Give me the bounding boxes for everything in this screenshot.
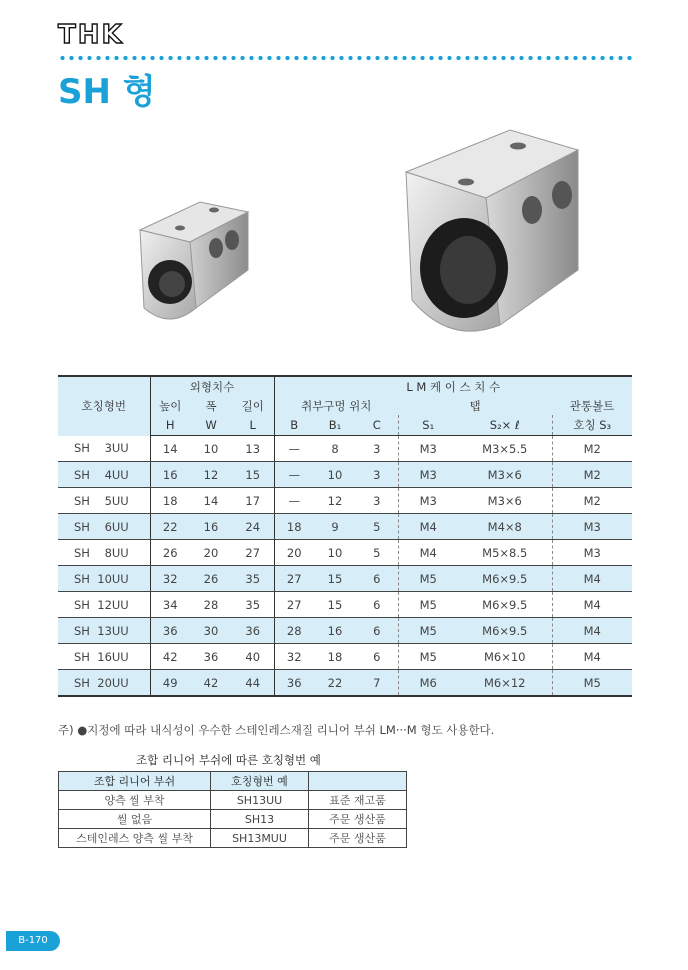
spec-cell-l: 13: [232, 436, 274, 462]
spec-cell-l: 36: [232, 618, 274, 644]
spec-cell-h: 16: [150, 462, 190, 488]
spec-cell-s3: M4: [552, 566, 632, 592]
spec-cell-c: 3: [356, 462, 398, 488]
spec-cell-b1: 15: [314, 566, 356, 592]
example-cell: SH13: [211, 810, 309, 829]
spec-cell-b1: 18: [314, 644, 356, 670]
table-row: [58, 566, 632, 592]
header-B1: B₁: [314, 415, 356, 436]
spec-cell-s3: M2: [552, 436, 632, 462]
spec-cell-s1: M4: [398, 514, 458, 540]
header-L: L: [232, 415, 274, 436]
spec-cell-b: 28: [274, 618, 314, 644]
table-row: [59, 791, 407, 810]
footnote: 주) ●지정에 따라 내식성이 우수한 스테인레스재질 리니어 부쉬 LM···M 형도 사용한다.: [58, 723, 495, 737]
spec-cell-h: 42: [150, 644, 190, 670]
spec-cell-l: 24: [232, 514, 274, 540]
thk-logo: THK: [58, 20, 124, 50]
header-S3: 호칭 S₃: [552, 415, 632, 436]
table-row: [58, 488, 632, 514]
spec-cell-model: SH 16UU: [58, 644, 150, 670]
table-row: [59, 829, 407, 848]
spec-cell-b: 36: [274, 670, 314, 697]
table-row: [58, 436, 632, 462]
header-C: C: [356, 415, 398, 436]
table-row: [58, 514, 632, 540]
spec-cell-c: 6: [356, 618, 398, 644]
spec-cell-model: SH 12UU: [58, 592, 150, 618]
spec-cell-s2l: M5×8.5: [458, 540, 552, 566]
header-H: H: [150, 415, 190, 436]
spec-cell-s2l: M6×12: [458, 670, 552, 697]
table-row: [58, 644, 632, 670]
spec-cell-h: 22: [150, 514, 190, 540]
spec-cell-b: —: [274, 462, 314, 488]
spec-cell-l: 17: [232, 488, 274, 514]
spec-table: [58, 375, 632, 697]
header-height: 높이: [150, 397, 190, 415]
example-cell: 스테인레스 양측 씰 부착: [59, 829, 211, 848]
spec-cell-b: 27: [274, 566, 314, 592]
spec-cell-s2l: M3×6: [458, 488, 552, 514]
spec-cell-s2l: M6×9.5: [458, 592, 552, 618]
spec-cell-s2l: M3×6: [458, 462, 552, 488]
spec-cell-model: SH 5UU: [58, 488, 150, 514]
spec-cell-c: 5: [356, 514, 398, 540]
spec-cell-b1: 10: [314, 462, 356, 488]
example-header-type: [309, 772, 407, 791]
header-lm-case-dims: L M 케 이 스 치 수: [274, 376, 632, 397]
table-row: [59, 810, 407, 829]
spec-cell-c: 3: [356, 488, 398, 514]
spec-cell-w: 28: [190, 592, 232, 618]
spec-cell-model: SH 10UU: [58, 566, 150, 592]
spec-cell-s1: M3: [398, 436, 458, 462]
example-cell: 표준 재고품: [309, 791, 407, 810]
example-cell: 주문 생산품: [309, 829, 407, 848]
spec-cell-w: 14: [190, 488, 232, 514]
spec-cell-s2l: M6×9.5: [458, 566, 552, 592]
example-cell: SH13UU: [211, 791, 309, 810]
spec-cell-w: 26: [190, 566, 232, 592]
spec-cell-s1: M5: [398, 566, 458, 592]
header-through-bolt: 관통볼트: [552, 397, 632, 415]
spec-cell-b: —: [274, 436, 314, 462]
spec-cell-model: SH 20UU: [58, 670, 150, 697]
spec-cell-h: 18: [150, 488, 190, 514]
spec-cell-b1: 9: [314, 514, 356, 540]
spec-cell-c: 6: [356, 566, 398, 592]
spec-cell-w: 12: [190, 462, 232, 488]
spec-cell-s2l: M4×8: [458, 514, 552, 540]
spec-cell-s3: M2: [552, 462, 632, 488]
table-row: [58, 670, 632, 697]
spec-cell-model: SH 8UU: [58, 540, 150, 566]
spec-cell-s1: M3: [398, 462, 458, 488]
spec-cell-s3: M4: [552, 644, 632, 670]
spec-cell-b: —: [274, 488, 314, 514]
spec-cell-h: 49: [150, 670, 190, 697]
spec-cell-w: 16: [190, 514, 232, 540]
header-W: W: [190, 415, 232, 436]
spec-cell-b1: 10: [314, 540, 356, 566]
spec-cell-s3: M3: [552, 514, 632, 540]
spec-cell-s2l: M6×9.5: [458, 618, 552, 644]
spec-cell-b: 32: [274, 644, 314, 670]
spec-cell-c: 5: [356, 540, 398, 566]
spec-cell-s1: M5: [398, 592, 458, 618]
header-B: B: [274, 415, 314, 436]
header-width: 폭: [190, 397, 232, 415]
spec-cell-c: 6: [356, 644, 398, 670]
spec-cell-b1: 15: [314, 592, 356, 618]
spec-cell-s1: M4: [398, 540, 458, 566]
spec-cell-w: 10: [190, 436, 232, 462]
product-photo-large: [400, 120, 590, 335]
table-row: [58, 618, 632, 644]
spec-cell-s1: M5: [398, 644, 458, 670]
spec-cell-w: 36: [190, 644, 232, 670]
spec-cell-h: 14: [150, 436, 190, 462]
spec-cell-l: 35: [232, 592, 274, 618]
spec-cell-s2l: M6×10: [458, 644, 552, 670]
spec-cell-s3: M3: [552, 540, 632, 566]
header-S1: S₁: [398, 415, 458, 436]
example-table-title: 조합 리니어 부쉬에 따른 호칭형번 예: [136, 753, 321, 767]
table-row: [58, 462, 632, 488]
spec-cell-model: SH 6UU: [58, 514, 150, 540]
spec-cell-h: 32: [150, 566, 190, 592]
spec-cell-c: 6: [356, 592, 398, 618]
spec-cell-s3: M5: [552, 670, 632, 697]
spec-cell-w: 30: [190, 618, 232, 644]
spec-cell-s3: M2: [552, 488, 632, 514]
spec-cell-l: 27: [232, 540, 274, 566]
spec-cell-b: 20: [274, 540, 314, 566]
example-table: [58, 771, 407, 848]
dotted-divider: [58, 55, 633, 61]
header-model: 호칭형번: [58, 376, 150, 436]
example-cell: 양측 씰 부착: [59, 791, 211, 810]
spec-cell-s1: M5: [398, 618, 458, 644]
spec-cell-model: SH 4UU: [58, 462, 150, 488]
spec-cell-h: 26: [150, 540, 190, 566]
spec-cell-s1: M6: [398, 670, 458, 697]
spec-cell-l: 40: [232, 644, 274, 670]
spec-cell-s1: M3: [398, 488, 458, 514]
spec-cell-l: 35: [232, 566, 274, 592]
header-tap: 탭: [398, 397, 552, 415]
spec-cell-s2l: M3×5.5: [458, 436, 552, 462]
spec-cell-s3: M4: [552, 592, 632, 618]
spec-cell-s3: M4: [552, 618, 632, 644]
header-outer-dims: 외형치수: [150, 376, 274, 397]
spec-cell-w: 20: [190, 540, 232, 566]
spec-cell-b: 18: [274, 514, 314, 540]
product-photo-small: [130, 190, 270, 330]
spec-cell-b1: 12: [314, 488, 356, 514]
header-length: 길이: [232, 397, 274, 415]
example-cell: 씰 없음: [59, 810, 211, 829]
header-mount-hole-pos: 취부구멍 위치: [274, 397, 398, 415]
spec-cell-l: 44: [232, 670, 274, 697]
spec-cell-c: 7: [356, 670, 398, 697]
spec-cell-l: 15: [232, 462, 274, 488]
header-S2l: S₂× ℓ: [458, 415, 552, 436]
example-cell: SH13MUU: [211, 829, 309, 848]
spec-cell-c: 3: [356, 436, 398, 462]
table-row: [58, 592, 632, 618]
table-row: [58, 540, 632, 566]
spec-cell-b1: 16: [314, 618, 356, 644]
example-header-model: 호칭형번 예: [211, 772, 309, 791]
spec-cell-b1: 22: [314, 670, 356, 697]
spec-cell-model: SH 13UU: [58, 618, 150, 644]
spec-cell-b: 27: [274, 592, 314, 618]
spec-cell-w: 42: [190, 670, 232, 697]
page-number: B-170: [6, 931, 60, 951]
spec-cell-h: 34: [150, 592, 190, 618]
example-cell: 주문 생산품: [309, 810, 407, 829]
spec-cell-model: SH 3UU: [58, 436, 150, 462]
example-header-bushing: 조합 리니어 부쉬: [59, 772, 211, 791]
spec-cell-h: 36: [150, 618, 190, 644]
spec-cell-b1: 8: [314, 436, 356, 462]
page-title: SH 형: [58, 72, 156, 112]
